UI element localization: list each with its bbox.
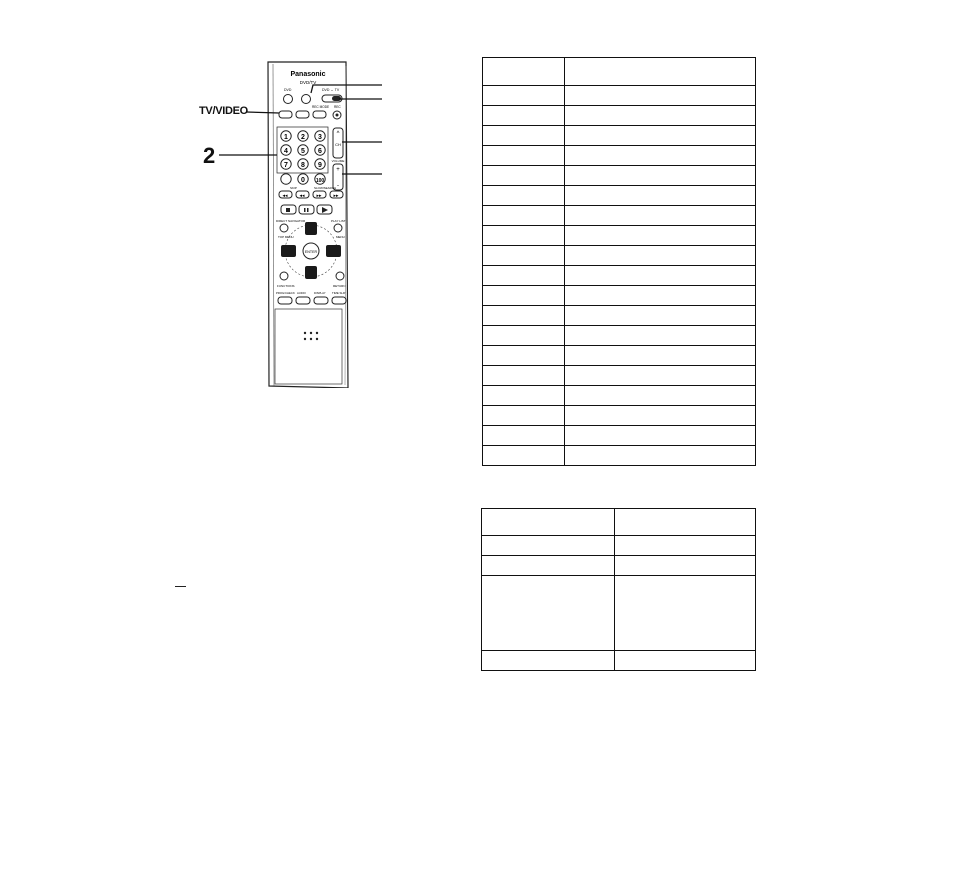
svg-text:7: 7 (284, 162, 288, 169)
svg-text:9: 9 (318, 162, 322, 169)
table-row (483, 226, 756, 246)
dvd-button (296, 111, 309, 118)
cursor-right-button (326, 245, 341, 257)
svg-text:100: 100 (315, 178, 325, 184)
table-row (483, 406, 756, 426)
svg-text:-: - (337, 183, 339, 189)
svg-text:◂◂: ◂◂ (282, 193, 288, 199)
tv-video-button (279, 111, 292, 118)
svg-text:5: 5 (301, 148, 305, 155)
model-label: DVD/TV (299, 80, 317, 85)
svg-text:4: 4 (284, 148, 288, 155)
table-row (483, 306, 756, 326)
functions-button (280, 272, 288, 280)
svg-text:REC: REC (334, 105, 341, 109)
cursor-left-button (281, 245, 296, 257)
brand-logo: Panasonic (290, 71, 326, 78)
remote-cover (275, 309, 342, 384)
dvd-power-button (284, 95, 293, 104)
svg-text:0: 0 (301, 177, 305, 184)
table-row (483, 326, 756, 346)
svg-text:◂◂: ◂◂ (299, 193, 305, 199)
table-row (482, 536, 756, 556)
svg-text:DVD ↔ TV: DVD ↔ TV (322, 88, 340, 92)
table-row (483, 206, 756, 226)
svg-text:8: 8 (301, 162, 305, 169)
svg-text:AUDIO: AUDIO (297, 291, 306, 295)
table-row (483, 86, 756, 106)
svg-text:MENU: MENU (336, 235, 345, 239)
table-row (483, 146, 756, 166)
svg-text:DVD: DVD (284, 88, 292, 92)
step-2-callout-label: 2 (203, 143, 216, 168)
svg-text:▸▸: ▸▸ (333, 193, 339, 199)
svg-text:1: 1 (284, 134, 288, 141)
table-row (483, 266, 756, 286)
svg-text:RETURN: RETURN (333, 284, 346, 288)
svg-text:3: 3 (318, 134, 322, 141)
svg-text:+: + (336, 167, 340, 173)
svg-text:2: 2 (301, 134, 305, 141)
code-table (482, 57, 756, 466)
transport-buttons-row-2 (281, 205, 332, 214)
svg-text:PROG/CHECK: PROG/CHECK (276, 291, 295, 295)
table-row (483, 366, 756, 386)
table-row (482, 651, 756, 671)
svg-text:ENTER: ENTER (304, 250, 318, 254)
svg-text:TIME SLIP: TIME SLIP (332, 291, 346, 295)
svg-text:TOP MENU: TOP MENU (278, 235, 294, 239)
return-button (336, 272, 344, 280)
svg-text:SKIP: SKIP (290, 186, 297, 190)
svg-text:SLOW/SEARCH: SLOW/SEARCH (314, 186, 337, 190)
svg-text:▸▸: ▸▸ (316, 193, 322, 199)
cursor-down-button (305, 266, 317, 279)
svg-text:FUNCTIONS: FUNCTIONS (277, 284, 295, 288)
svg-text:DIRECT NAVIGATOR: DIRECT NAVIGATOR (276, 219, 306, 223)
table-row (483, 446, 756, 466)
table-row (483, 126, 756, 146)
svg-text:PLAY LIST: PLAY LIST (331, 219, 346, 223)
remote-control-illustration (196, 58, 396, 388)
table-row (483, 166, 756, 186)
svg-text:^: ^ (336, 131, 340, 137)
stray-dash-mark (175, 586, 186, 587)
function-table (481, 508, 756, 671)
tv-power-button (302, 95, 311, 104)
table-row (483, 426, 756, 446)
svg-text:CH: CH (335, 142, 341, 147)
svg-text:6: 6 (318, 148, 322, 155)
tv-video-callout-label: TV/VIDEO (199, 105, 248, 117)
cursor-up-button (305, 222, 317, 235)
table-header-row (482, 509, 756, 536)
direct-navigator-button (280, 224, 288, 232)
table-row (482, 576, 756, 651)
svg-text:VOLUME: VOLUME (331, 159, 345, 163)
table-row (483, 346, 756, 366)
play-list-button (334, 224, 342, 232)
table-header-row (483, 58, 756, 86)
table-row (483, 246, 756, 266)
table-row (482, 556, 756, 576)
table-row (483, 186, 756, 206)
svg-text:REC MODE: REC MODE (312, 105, 330, 109)
svg-text:DISPLAY: DISPLAY (314, 291, 326, 295)
table-row (483, 106, 756, 126)
table-row (483, 386, 756, 406)
table-row (483, 286, 756, 306)
rec-mode-button (313, 111, 326, 118)
